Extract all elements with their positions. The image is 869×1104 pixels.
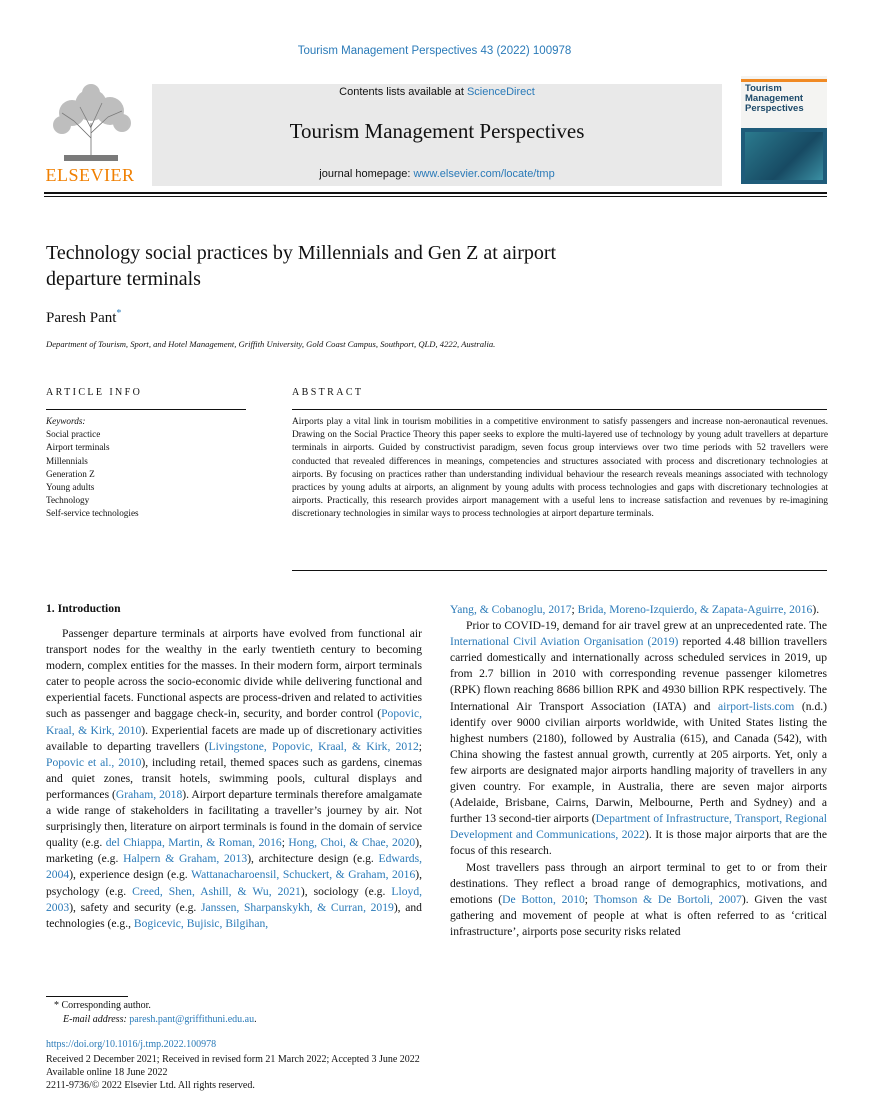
- paragraph-text: reported 4.48 billion travellers carried domestically and internationally across scheduled services in 2019, up from 2.7 billion in 2010 with corresponding revenue passenger kilometres (RPK) flown reaching 8686 billion RPK and 4930 billion RPK respectively. The International Air Transport Association (IATA) and: [450, 635, 827, 713]
- author-email-link[interactable]: paresh.pant@griffithuni.edu.au: [129, 1014, 255, 1025]
- journal-name: Tourism Management Perspectives: [289, 119, 585, 143]
- paragraph-text: ;: [571, 603, 578, 616]
- keyword: Social practice: [46, 429, 101, 440]
- paragraph-text: ), including retail, themed spaces such as gardens, cinemas and quiet zones, transit hotels, swimming pools, cultural displays and performances (: [46, 755, 422, 801]
- citation-link[interactable]: Hong, Choi, & Chae, 2020: [288, 836, 416, 850]
- keyword: Airport terminals: [46, 442, 110, 453]
- paragraph-text: ).: [812, 603, 820, 616]
- keyword: Generation Z: [46, 468, 95, 479]
- info-rule: [46, 409, 246, 410]
- paragraph-text: ), safety and security (e.g.: [69, 900, 201, 914]
- paragraph-text: ). Airport departure terminals therefore amalgamate a wide range of stakeholders in facilitating a traveller’s journey by air. Not surprisingly then, literature on airport terminals is found in the domain of service quality (e.g.: [46, 787, 422, 850]
- abstract-bottom-rule: [292, 570, 827, 571]
- body-column-left: [46, 626, 422, 932]
- journal-citation[interactable]: Tourism Management Perspectives 43 (2022) 100978: [297, 45, 572, 57]
- abstract-heading: ABSTRACT: [292, 387, 364, 398]
- paragraph-text: ), sociology (e.g.: [300, 884, 392, 898]
- homepage-line: [152, 168, 722, 180]
- citation-link[interactable]: airport-lists.com: [718, 699, 795, 713]
- keyword: Young adults: [46, 482, 95, 493]
- author-name[interactable]: Paresh Pant*: [46, 308, 122, 326]
- journal-cover-image: [741, 76, 827, 184]
- email-label: E-mail address:: [63, 1014, 127, 1025]
- footnote-rule: [46, 996, 128, 997]
- paragraph-text: Most travellers pass through an airport terminal to get to or from their destinations. They reflect a broad range of demographics, motivations, and emotions (: [450, 860, 827, 906]
- paragraph-text: (n.d.) identify over 9000 civilian airports worldwide, with United States listing the highest numbers (2180), followed by Australia (615), and Canada (542), with China showing the fastest annual growth, currently at 205 airports. Yet, only a few airports are designated major airports handling majority of travellers in any given country. For example, in Australia, there are seven major airports (Adelaide, Brisbane, Cairns, Darwin, Melbourne, Perth and Sydney) and a further 13 second-tier airports (: [450, 699, 827, 826]
- article-info-heading: ARTICLE INFO: [46, 387, 143, 398]
- paragraph-text: ;: [281, 836, 289, 850]
- paragraph: [450, 602, 827, 618]
- paragraph: [450, 618, 827, 859]
- keyword: Self-service technologies: [46, 508, 139, 519]
- paragraph: [450, 860, 827, 940]
- paragraph-text: Prior to COVID-19, demand for air travel grew at an unprecedented rate. The: [466, 619, 827, 633]
- sciencedirect-link[interactable]: ScienceDirect: [466, 86, 535, 98]
- header-rule-thin: [44, 196, 827, 197]
- keyword: Millennials: [46, 455, 88, 466]
- paragraph-text: ). Experiential facets are made up of discretionary activities available to departing travellers (: [46, 723, 422, 753]
- citation-link[interactable]: Wattanacharoensil, Schuckert, & Graham, 2016: [191, 868, 416, 882]
- paragraph-text: Passenger departure terminals at airports have evolved from functional air transport nodes for the wealthy in the early twentieth century to becoming modern, complex entities for the masses. In their modern form, airport terminals cater to people across the socio-economic divide while delivering functional and experiential facets. Functional aspects are process-driven and related to activities such as passenger and baggage check-in, security, and border control (: [46, 627, 422, 721]
- citation-link[interactable]: De Botton, 2010: [502, 892, 585, 906]
- corresponding-author-note: * Corresponding author.: [54, 1000, 151, 1011]
- keywords-label: Keywords:: [46, 416, 86, 426]
- paragraph-text: ). Given the vast gathering and movement of people at what is often referred to as ‘critical infrastructure’, airports pose security risks related: [450, 892, 827, 938]
- citation-link[interactable]: Bogicevic, Bujisic, Bilgihan,: [133, 916, 269, 930]
- paragraph-text: ). It is those major airports that are the focus of this research.: [450, 828, 827, 858]
- citation-link[interactable]: Graham, 2018: [115, 787, 183, 801]
- paragraph-text: ), experience design (e.g.: [69, 868, 192, 882]
- contents-prefix: Contents lists available at: [339, 86, 467, 98]
- citation-link[interactable]: Thomson & De Bortoli, 2007: [593, 892, 742, 906]
- body-column-right: [450, 602, 827, 940]
- paragraph-text: ), marketing (e.g.: [46, 836, 422, 866]
- corresponding-author-mark[interactable]: *: [116, 308, 122, 319]
- journal-homepage-link[interactable]: www.elsevier.com/locate/tmp: [413, 168, 555, 180]
- citation-link[interactable]: Halpern & Graham, 2013: [123, 852, 248, 866]
- cover-title: Tourism Management Perspectives: [745, 83, 804, 114]
- abstract-rule: [292, 409, 827, 410]
- doi-link[interactable]: https://doi.org/10.1016/j.tmp.2022.100978: [46, 1039, 217, 1050]
- publication-dates: [46, 1053, 420, 1092]
- elsevier-wordmark: ELSEVIER: [45, 165, 135, 185]
- keyword: Technology: [46, 495, 90, 506]
- section-heading-introduction: 1. Introduction: [46, 602, 121, 615]
- citation-link[interactable]: Janssen, Sharpanskykh, & Curran, 2019: [200, 900, 394, 914]
- online-date: Available online 18 June 2022: [46, 1067, 168, 1078]
- article-title: Technology social practices by Millennials and Gen Z at airport departure terminals: [46, 242, 557, 290]
- contents-line: [152, 86, 722, 98]
- copyright: 2211-9736/© 2022 Elsevier Ltd. All rights reserved.: [46, 1080, 255, 1091]
- keywords-list: [46, 415, 246, 521]
- citation-link[interactable]: Popovic, Kraal, & Kirk, 2010: [46, 707, 422, 737]
- author-affiliation: Department of Tourism, Sport, and Hotel Management, Griffith University, Gold Coast Campus, Southport, QLD, 4222, Australia.: [46, 339, 496, 349]
- citation-link[interactable]: International Civil Aviation Organisation (2019): [450, 635, 679, 649]
- abstract-text: Airports play a vital link in tourism mobilities in a competitive environment to satisfy passengers and increase non-aeronautical revenues. Drawing on the Social Practice Theory this paper seeks to explore the multi-layered use of technology by young adult travellers at departure terminals in airports. Guided by constructivist paradigm, seven focus group interviews over two time periods with 52 travellers were conducted that revealed differences in meanings, competencies and structures associated with process and discretionary technologies at airports. By focusing on practices rather than understanding individual behaviour the research reveals meanings associated with technology practices by young adults at airports, an alignment by young adults with process technologies and gaps with discretionary technologies at airports. Practically, this research provides airport management with a useful lens to increase satisfaction and revenues by re-imagining discretionary technologies in similar ways to process technologies at airport departure terminals.: [292, 417, 828, 520]
- header-rule: [44, 192, 827, 194]
- homepage-prefix: journal homepage:: [319, 168, 414, 180]
- paragraph-text: ), and technologies (e.g.,: [46, 900, 422, 930]
- citation-link[interactable]: Lloyd, 2003: [46, 884, 423, 914]
- citation-link[interactable]: del Chiappa, Martin, & Roman, 2016: [105, 836, 282, 850]
- citation-link[interactable]: Creed, Shen, Ashill, & Wu, 2021: [132, 884, 301, 898]
- citation-link[interactable]: Brida, Moreno-Izquierdo, & Zapata-Aguirre, 2016: [577, 603, 813, 616]
- citation-link[interactable]: Yang, & Cobanoglu, 2017: [450, 603, 572, 616]
- citation-link[interactable]: Livingstone, Popovic, Kraal, & Kirk, 2012: [208, 739, 419, 753]
- citation-link[interactable]: Popovic et al., 2010: [46, 755, 142, 769]
- paragraph: [46, 626, 422, 932]
- footnote: * Corresponding author. E-mail address: paresh.pant@griffithuni.edu.au.: [54, 1000, 257, 1025]
- journal-header-box: [152, 84, 722, 186]
- received-dates: Received 2 December 2021; Received in revised form 21 March 2022; Accepted 3 June 2022: [46, 1054, 420, 1065]
- paragraph-text: ;: [418, 739, 422, 753]
- paragraph-text: ), psychology (e.g.: [46, 868, 423, 898]
- paragraph-text: ;: [584, 892, 594, 906]
- paragraph-text: ), architecture design (e.g.: [247, 852, 379, 866]
- citation-link[interactable]: Edwards, 2004: [46, 852, 423, 882]
- citation-link[interactable]: Department of Infrastructure, Transport, Regional Development and Communications, 2022: [450, 812, 827, 842]
